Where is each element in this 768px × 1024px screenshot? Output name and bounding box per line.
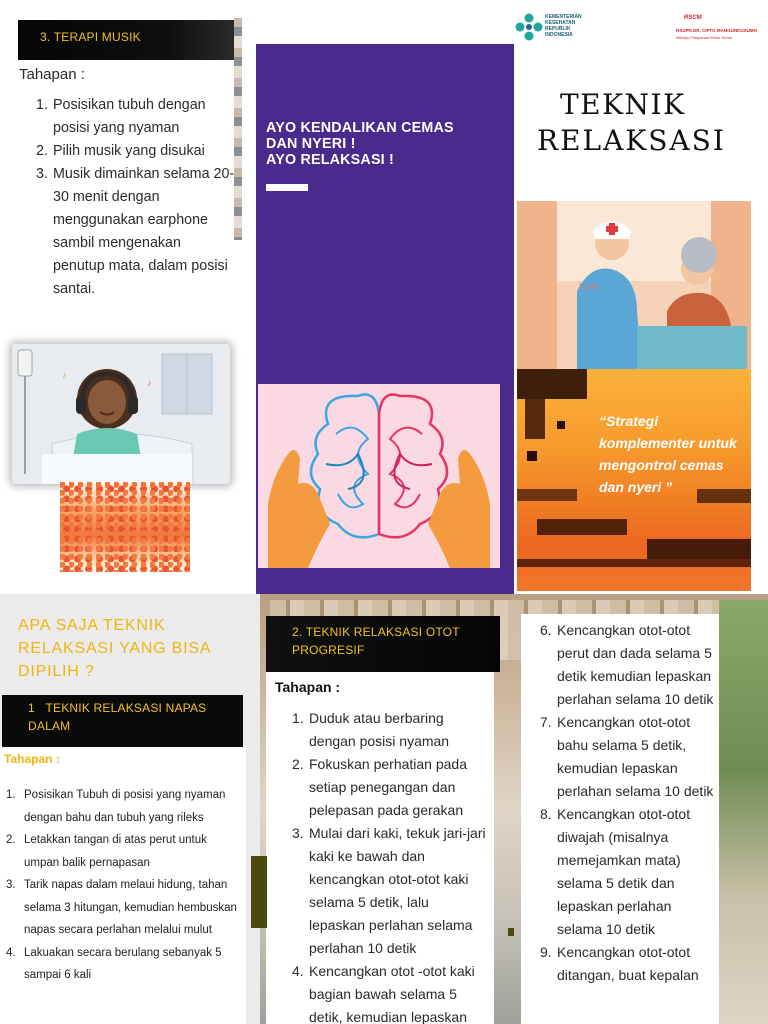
brain-hands-icon (258, 384, 500, 568)
otot-tahapan: Tahapan : (275, 679, 341, 695)
girl-headphones-icon (12, 344, 230, 484)
nurse-caption: Love (579, 281, 599, 291)
list-item: 7. Kencangkan otot-otot bahu selama 5 detik, kemudian lepaskan perlahan selama 10 detik (540, 714, 714, 799)
terapi-musik-header-label: 3. TERAPI MUSIK (40, 30, 141, 44)
campaign-slogan (266, 120, 506, 168)
list-item: 3. Tarik napas dalam melaui hidung, tahan selama 3 hitungan, kemudian hembuskan napas secara perlahan melalui mulut (6, 879, 237, 936)
list-item: 2. Pilih musik yang disukai (36, 143, 205, 159)
list-item: 4. Lakuakan secara berulang sebanyak 5 sampai 6 kali (6, 946, 222, 981)
napas-steps (6, 784, 242, 987)
cover-title-line-1: TEKNIK (560, 88, 686, 121)
list-item: 2. Fokuskan perhatian pada setiap penegangan dan pelepasan pada gerakan (292, 756, 467, 818)
svg-text:♪: ♪ (62, 370, 67, 380)
kemenkes-logo-text: KEMENTERIAN KESEHATAN REPUBLIK INDONESIA (545, 14, 582, 38)
brain-illustration (258, 384, 500, 568)
slogan-line-1: AYO KENDALIKAN CEMAS (266, 120, 454, 136)
terapi-musik-header (18, 20, 234, 60)
rscm-logo-name: RSUPN DR. CIPTO MANGUNKUSUMO (676, 28, 758, 33)
rscm-logo-tagline: Menuju Pelayanan Kelas Dunia (676, 35, 732, 40)
otot-steps (292, 707, 488, 1024)
kemenkes-logo-icon (514, 12, 544, 42)
otot-header-label: 2. TEKNIK RELAKSASI OTOT PROGRESIF (292, 625, 460, 657)
napas-header-number: 1 (28, 701, 35, 715)
music-therapy-illustration (12, 344, 230, 484)
rscm-logo: RSCM (684, 15, 702, 21)
olive-accent-small (508, 928, 514, 936)
napas-tahapan: Tahapan : (4, 752, 60, 766)
list-item: 6. Kencangkan otot-otot perut dan dada selama 5 detik kemudian lepaskan perlahan selama 10 detik (540, 622, 714, 707)
options-heading: APA SAJA TEKNIK RELAKSASI YANG BISA DIPILIH ? (18, 617, 211, 680)
list-item: 3. Mulai dari kaki, tekuk jari-jari kaki ke bawah dan kencangkan otot-otot kaki selama 5 detik, lalu lepaskan perlahan selama perlahan 10 detik (292, 825, 486, 956)
nurse-patient-illustration (517, 201, 751, 369)
list-item: 1. Duduk atau berbaring dengan posisi nyaman (292, 710, 450, 749)
napas-header-label: TEKNIK RELAKSASI NAPAS DALAM (28, 701, 207, 733)
list-item: 1. Posisikan tubuh dengan posisi yang nyaman (36, 97, 206, 136)
nurse-patient-icon (517, 201, 751, 369)
slogan-line-3: AYO RELAKSASI ! (266, 152, 394, 168)
list-item: 3. Musik dimainkan selama 20-30 menit dengan menggunakan earphone sambil mengenakan penutup mata, dalam posisi santai. (36, 166, 235, 297)
napas-dalam-header (2, 695, 243, 747)
divider (266, 184, 308, 191)
list-item: 8. Kencangkan otot-otot diwajah (misalnya memejamkan mata) selama 5 detik dan lepaskan perlahan selama 10 detik (540, 806, 691, 937)
cover-title-line-2: RELAKSASI (537, 124, 726, 157)
cover-quote: “Strategi komplementer untuk mengontrol cemas dan nyeri ” (599, 413, 737, 495)
olive-accent (251, 856, 267, 928)
terapi-musik-steps (36, 94, 236, 301)
list-item: 9. Kencangkan otot-otot ditangan, buat kepalan (540, 944, 699, 983)
svg-text:♪: ♪ (147, 378, 152, 388)
list-item: 2. Letakkan tangan di atas perut untuk umpan balik pernapasan (6, 834, 207, 869)
pixel-decoration (60, 482, 190, 572)
garden-photo-strip (719, 600, 768, 1024)
terapi-musik-tahapan: Tahapan : (19, 66, 85, 83)
list-item: 4. Kencangkan otot -otot kaki bagian bawah selama 5 detik, kemudian lepaskan (292, 963, 475, 1024)
otot-progresif-header (266, 616, 500, 672)
list-item: 1. Posisikan Tubuh di posisi yang nyaman dengan bahu dan tubuh yang rileks (6, 789, 226, 824)
otot-steps-continued (540, 619, 720, 987)
slogan-line-2: DAN NYERI ! (266, 136, 356, 152)
